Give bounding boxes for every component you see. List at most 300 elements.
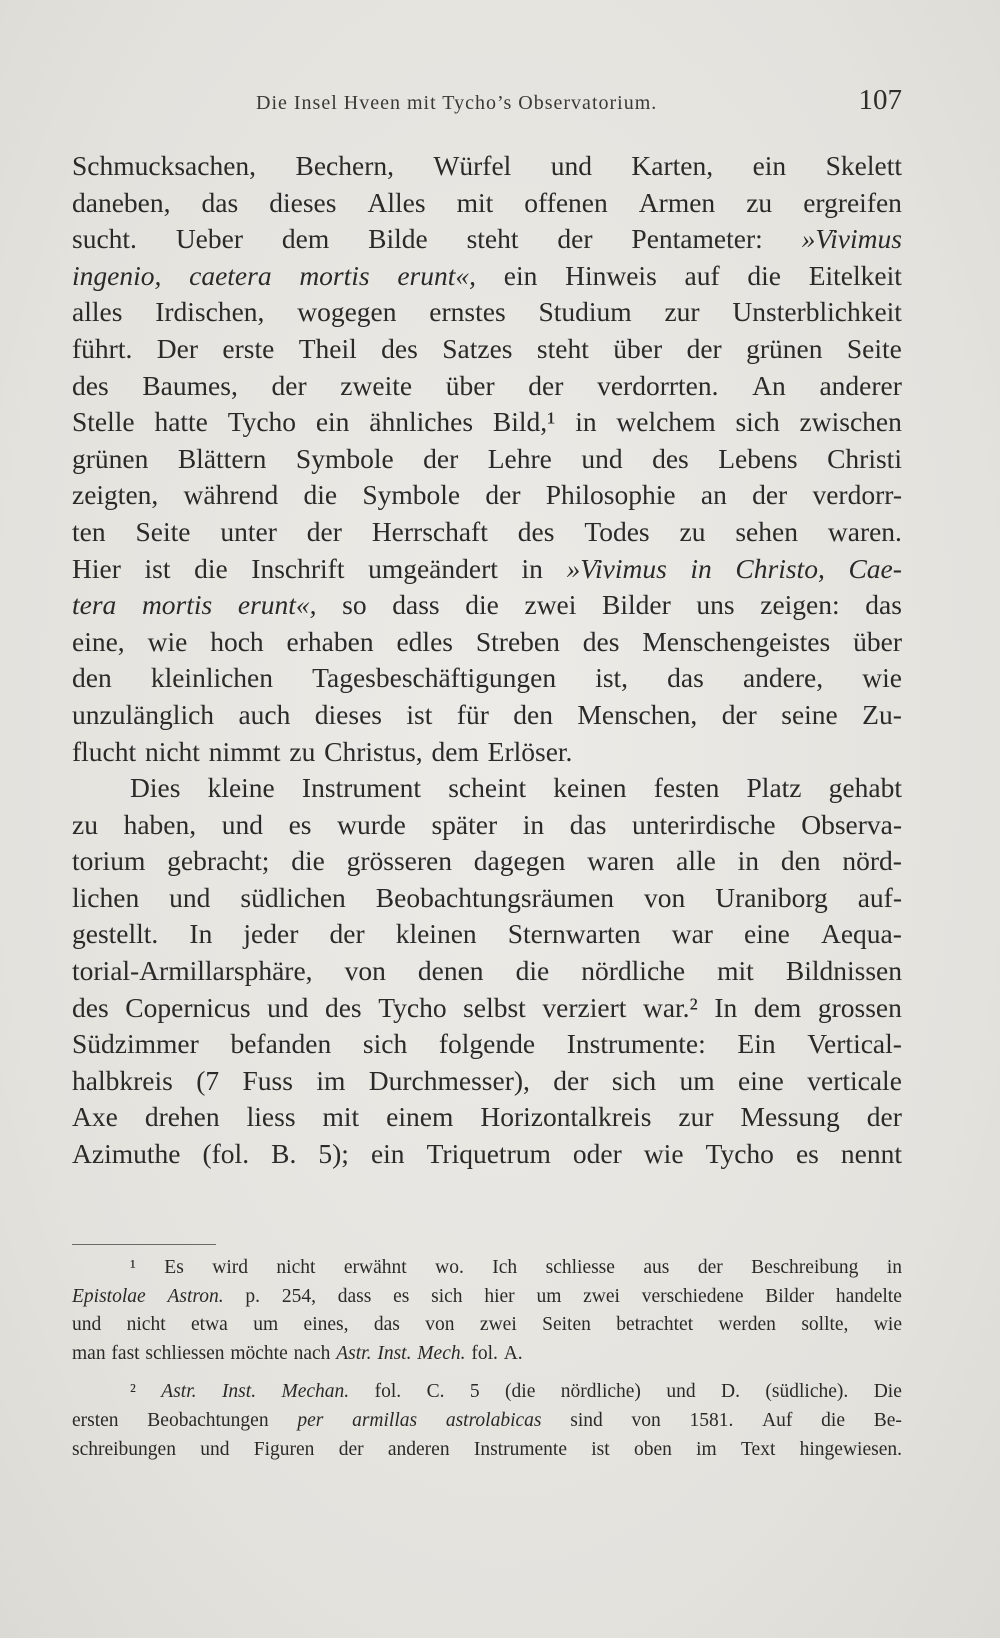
word: betrachtet xyxy=(616,1314,694,1336)
word: grösseren xyxy=(346,845,452,877)
word: den xyxy=(72,662,112,694)
footnotes xyxy=(72,1254,902,1464)
word: Triquetrum xyxy=(426,1138,551,1170)
word: südlichen xyxy=(240,881,346,913)
word: Symbole xyxy=(362,479,461,511)
word: dass xyxy=(392,589,440,621)
word: (7 xyxy=(196,1064,220,1096)
word: (fol. xyxy=(202,1138,250,1170)
word: zur xyxy=(678,1101,714,1133)
word: zu xyxy=(72,808,98,840)
word: steht xyxy=(466,223,519,255)
word: um xyxy=(679,1064,715,1096)
word: B. xyxy=(271,1138,297,1170)
text-line xyxy=(72,477,902,514)
footnote-line xyxy=(72,1436,902,1465)
word: Christus, xyxy=(324,735,423,767)
word: Christi xyxy=(827,442,902,474)
word: unter xyxy=(220,515,277,547)
word: und xyxy=(169,881,211,913)
word: Messung xyxy=(740,1101,840,1133)
word: ten xyxy=(72,515,106,547)
word: Schmucksachen, xyxy=(72,150,257,181)
word: hier xyxy=(484,1285,515,1307)
word: und xyxy=(221,808,263,840)
word: so xyxy=(342,589,367,621)
word: und xyxy=(200,1438,230,1460)
word: erhaben xyxy=(286,625,374,657)
word: Philosophie xyxy=(545,479,676,511)
word: sich xyxy=(611,1064,657,1096)
word: torial-Armillarsphäre, xyxy=(72,955,313,987)
word: In xyxy=(714,991,738,1023)
word: Herrschaft xyxy=(371,515,488,547)
word: eines, xyxy=(303,1314,349,1336)
word: Astr. xyxy=(336,1342,372,1364)
footnote-line xyxy=(72,1340,902,1369)
word: Astron. xyxy=(167,1285,224,1307)
word: das xyxy=(373,1314,400,1336)
word: der xyxy=(528,369,564,401)
word: Alles xyxy=(367,186,426,218)
word: welchem xyxy=(616,406,716,438)
word: möchte xyxy=(230,1342,288,1364)
word: nennt xyxy=(840,1138,902,1170)
word: dass xyxy=(337,1285,372,1307)
word: es xyxy=(795,1138,819,1170)
word: in xyxy=(575,406,597,438)
word: Stelle xyxy=(72,406,135,438)
text-line xyxy=(72,368,902,405)
word: erwähnt xyxy=(343,1257,407,1278)
word: Lebens xyxy=(718,442,798,474)
word: (südliche). xyxy=(765,1381,849,1403)
footnote-line xyxy=(72,1283,902,1312)
word: Mech. xyxy=(417,1342,466,1364)
word: und xyxy=(267,991,309,1023)
word: des xyxy=(652,442,689,474)
page-header xyxy=(72,82,902,122)
word: in xyxy=(886,1257,902,1278)
word: erunt«, xyxy=(397,259,477,291)
word: ähnliches xyxy=(369,406,474,438)
word: tera xyxy=(72,589,117,621)
text-line xyxy=(72,916,902,953)
word: umgeändert xyxy=(368,552,498,584)
word: alle xyxy=(676,845,716,877)
text-line xyxy=(72,880,902,917)
word: liess xyxy=(246,1101,296,1133)
word: Satzes xyxy=(442,332,513,364)
word: Cae- xyxy=(848,552,902,584)
word: während xyxy=(183,479,279,511)
word: ingenio, xyxy=(72,259,162,291)
word: Symbole xyxy=(295,442,394,474)
word: steht xyxy=(536,332,589,364)
word: oben xyxy=(633,1438,672,1460)
word: verdorrten. xyxy=(597,369,719,401)
word: Seite xyxy=(135,515,191,547)
word: unzulänglich xyxy=(72,698,215,730)
text-line xyxy=(72,331,902,368)
word: erste xyxy=(222,332,275,364)
word: eine, xyxy=(72,625,125,657)
word: Beobachtungsräumen xyxy=(375,881,615,913)
running-title: Die Insel Hveen mit Tycho’s Observatorium. xyxy=(256,92,658,114)
word: 5 xyxy=(469,1381,480,1403)
word: sich xyxy=(362,1028,408,1060)
word: anderer xyxy=(819,369,902,401)
word: grünen xyxy=(72,442,149,474)
word: zeigen: xyxy=(760,589,840,621)
word: Bilder xyxy=(602,589,671,621)
word: astrolabicas xyxy=(445,1409,542,1431)
word: folgende xyxy=(438,1028,536,1060)
text-line xyxy=(72,441,902,478)
word: einem xyxy=(386,1101,454,1133)
word: ein xyxy=(503,259,538,291)
word: ist xyxy=(406,698,433,730)
word: befanden xyxy=(230,1028,332,1060)
word: Erlöser. xyxy=(487,735,573,767)
word: Horizontalkreis xyxy=(480,1101,652,1133)
word: Inst. xyxy=(377,1342,412,1364)
word: zwei xyxy=(524,589,577,621)
word: verziert xyxy=(542,991,627,1023)
footnote-line xyxy=(72,1407,902,1436)
word: wie xyxy=(643,1138,684,1170)
word: Christo, xyxy=(735,552,825,584)
word: Streben xyxy=(475,625,560,657)
word: Instrumente xyxy=(473,1438,567,1460)
word: waren. xyxy=(827,515,902,547)
word: Menschen, xyxy=(577,698,698,730)
word: Südzimmer xyxy=(72,1028,199,1060)
word: Bilder xyxy=(765,1285,815,1307)
word: C. xyxy=(426,1381,445,1403)
word: war.² xyxy=(642,991,698,1023)
word: wird xyxy=(212,1257,248,1278)
word: Lehre xyxy=(487,442,552,474)
word: Pentameter: xyxy=(631,223,763,255)
word: selbst xyxy=(463,991,526,1023)
word: Hinweis xyxy=(565,259,657,291)
word: Es xyxy=(164,1257,184,1278)
word: Instrumente: xyxy=(566,1028,706,1060)
word: Instrument xyxy=(301,772,422,804)
word: des xyxy=(72,991,109,1023)
word: im xyxy=(696,1438,717,1460)
word: D. xyxy=(721,1381,740,1403)
word: eine xyxy=(738,1064,784,1096)
word: und xyxy=(550,150,592,181)
word: in xyxy=(737,845,760,877)
word: führt. xyxy=(72,332,133,364)
word: über xyxy=(853,625,902,657)
word: zwischen xyxy=(799,406,902,438)
word: zu xyxy=(679,515,706,547)
word: gebracht; xyxy=(167,845,270,877)
word: Copernicus xyxy=(125,991,251,1023)
word: auf- xyxy=(857,881,902,913)
word: Astr. xyxy=(161,1381,197,1403)
word: anderen xyxy=(387,1438,450,1460)
word: An xyxy=(752,369,786,401)
word: fast xyxy=(111,1342,140,1364)
word: die xyxy=(465,589,499,621)
word: im xyxy=(316,1064,346,1096)
word: dieses xyxy=(314,698,382,730)
word: offenen xyxy=(524,186,608,218)
word: der xyxy=(866,1101,902,1133)
word: Sternwarten xyxy=(507,918,641,950)
word: die xyxy=(747,259,781,291)
word: edles xyxy=(396,625,453,657)
word: Tycho xyxy=(705,1138,774,1170)
word: Eitelkeit xyxy=(808,259,902,291)
text-line xyxy=(72,1099,902,1136)
word: und xyxy=(666,1381,696,1403)
word: hingewiesen. xyxy=(799,1438,902,1460)
word: von xyxy=(425,1314,455,1336)
word: für xyxy=(456,698,489,730)
word: wogegen xyxy=(297,296,397,328)
word: kleinen xyxy=(395,918,477,950)
text-line xyxy=(72,770,902,807)
word: armillas xyxy=(352,1409,418,1431)
word: der xyxy=(721,698,757,730)
word: das xyxy=(569,808,607,840)
word: um xyxy=(536,1285,562,1307)
word: Tagesbeschäftigungen xyxy=(312,662,557,694)
word: zu xyxy=(746,186,773,218)
word: sollte, xyxy=(801,1314,849,1336)
word: Mechan. xyxy=(281,1381,350,1403)
word: des xyxy=(517,515,555,547)
word: wie xyxy=(873,1314,902,1336)
word: Platz xyxy=(746,772,802,804)
word: der xyxy=(697,1257,723,1278)
word: Axe xyxy=(72,1101,118,1133)
body-text xyxy=(72,148,902,1173)
word: ernstes xyxy=(429,296,506,328)
word: des xyxy=(582,625,620,657)
word: waren xyxy=(587,845,655,877)
word: Fuss xyxy=(242,1064,293,1096)
word: der xyxy=(423,442,459,474)
word: ist xyxy=(144,552,171,584)
word: wo. xyxy=(435,1257,464,1278)
word: Durchmesser), xyxy=(368,1064,530,1096)
word: Azimuthe xyxy=(72,1138,181,1170)
word: schliesse xyxy=(545,1257,615,1278)
word: andere, xyxy=(742,662,824,694)
word: nimmt xyxy=(208,735,281,767)
word: kleine xyxy=(207,772,275,804)
text-line xyxy=(72,148,902,185)
word: ² xyxy=(130,1381,136,1403)
word: Inschrift xyxy=(251,552,345,584)
word: der xyxy=(553,1064,589,1096)
word: und xyxy=(581,442,623,474)
word: die xyxy=(515,955,550,987)
word: nach xyxy=(293,1342,331,1364)
word: mit xyxy=(456,186,494,218)
word: der xyxy=(271,369,307,401)
word: eine xyxy=(744,918,790,950)
word: wie xyxy=(862,662,902,694)
word: das xyxy=(865,589,902,621)
word: ist xyxy=(591,1438,610,1460)
word: Uraniborg xyxy=(715,881,828,913)
word: Beschreibung xyxy=(751,1257,859,1278)
word: sehen xyxy=(735,515,798,547)
word: seine xyxy=(781,698,838,730)
word: in xyxy=(690,552,712,584)
word: hoch xyxy=(210,625,264,657)
word: Auf xyxy=(762,1409,793,1431)
word: oder xyxy=(572,1138,622,1170)
page-number: 107 xyxy=(858,84,902,116)
word: etwa xyxy=(191,1314,228,1336)
word: Menschengeistes xyxy=(642,625,831,657)
word: des xyxy=(324,991,362,1023)
word: Bildnissen xyxy=(785,955,902,987)
word: Bilde xyxy=(368,223,428,255)
word: das xyxy=(201,186,239,218)
word: nörd- xyxy=(842,845,902,877)
word: A. xyxy=(503,1342,523,1364)
word: unterirdische xyxy=(632,808,776,840)
word: der xyxy=(485,479,521,511)
word: dem xyxy=(753,991,802,1023)
word: es xyxy=(288,808,312,840)
word: Studium xyxy=(538,296,632,328)
word: gestellt. xyxy=(72,918,159,950)
word: Der xyxy=(156,332,198,364)
word: an xyxy=(700,479,727,511)
footnote-line xyxy=(72,1254,902,1283)
word: zwei xyxy=(479,1314,517,1336)
word: von xyxy=(631,1409,661,1431)
word: dagegen xyxy=(473,845,566,877)
word: Skelett xyxy=(825,150,902,181)
word: Bild,¹ xyxy=(492,406,556,438)
word: p. xyxy=(245,1285,261,1307)
word: keinen xyxy=(553,772,627,804)
word: Zu- xyxy=(862,698,902,730)
word: später xyxy=(431,808,498,840)
word: scheint xyxy=(448,772,527,804)
word: das xyxy=(667,662,704,694)
word: halbkreis xyxy=(72,1064,173,1096)
word: (die xyxy=(505,1381,536,1403)
word: zeigten, xyxy=(72,479,159,511)
word: Die xyxy=(873,1381,902,1403)
word: In xyxy=(189,918,213,950)
text-line xyxy=(72,660,902,697)
word: ¹ xyxy=(130,1257,136,1278)
text-line xyxy=(72,221,902,258)
word: verticale xyxy=(807,1064,902,1096)
word: verschiedene xyxy=(641,1285,744,1307)
footnote-line xyxy=(72,1311,902,1340)
word: wurde xyxy=(337,808,406,840)
word: mit xyxy=(322,1101,360,1133)
word: nördliche xyxy=(581,955,686,987)
word: der xyxy=(306,515,342,547)
word: denen xyxy=(417,955,484,987)
word: in xyxy=(522,808,545,840)
word: Todes xyxy=(584,515,650,547)
word: fol. xyxy=(374,1381,402,1403)
word: dieses xyxy=(269,186,337,218)
word: es xyxy=(393,1285,410,1307)
word: der xyxy=(329,918,365,950)
word: kleinlichen xyxy=(150,662,274,694)
word: festen xyxy=(653,772,720,804)
word: erunt«, xyxy=(237,589,317,621)
text-line xyxy=(72,953,902,990)
word: schliessen xyxy=(145,1342,225,1364)
word: die xyxy=(194,552,228,584)
word: war xyxy=(671,918,713,950)
word: nördliche) xyxy=(560,1381,641,1403)
word: wie xyxy=(147,625,188,657)
word: hatte xyxy=(154,406,208,438)
word: nicht xyxy=(126,1314,166,1336)
word: dem xyxy=(431,735,479,767)
word: zwei xyxy=(583,1285,620,1307)
word: Tycho xyxy=(378,991,447,1023)
word: haben, xyxy=(123,808,197,840)
word: Karten, xyxy=(631,150,714,181)
word: Text xyxy=(740,1438,776,1460)
word: Bechern, xyxy=(295,150,394,181)
word: drehen xyxy=(144,1101,220,1133)
word: Inst. xyxy=(221,1381,257,1403)
word: uns xyxy=(696,589,735,621)
word: per xyxy=(297,1409,324,1431)
word: der xyxy=(686,332,722,364)
word: Dies xyxy=(130,772,181,804)
word: fol. xyxy=(471,1342,498,1364)
text-line xyxy=(72,551,902,588)
word: und xyxy=(72,1314,102,1336)
word: der xyxy=(338,1438,364,1460)
text-line xyxy=(72,404,902,441)
word: mortis xyxy=(299,259,370,291)
word: der xyxy=(557,223,593,255)
word: schreibungen xyxy=(72,1438,176,1460)
word: ein xyxy=(752,150,787,181)
text-line xyxy=(72,258,902,295)
word: grünen xyxy=(746,332,823,364)
word: Hier xyxy=(72,552,121,584)
word: Observa- xyxy=(801,808,902,840)
text-line xyxy=(72,1063,902,1100)
text-line xyxy=(72,734,902,771)
text-line xyxy=(72,697,902,734)
word: sind xyxy=(570,1409,603,1431)
word: Ich xyxy=(492,1257,518,1278)
word: über xyxy=(445,369,495,401)
word: dem xyxy=(281,223,330,255)
word: Unsterblichkeit xyxy=(732,296,902,328)
word: jeder xyxy=(243,918,299,950)
word: Tycho xyxy=(227,406,297,438)
word: sich xyxy=(735,406,780,438)
